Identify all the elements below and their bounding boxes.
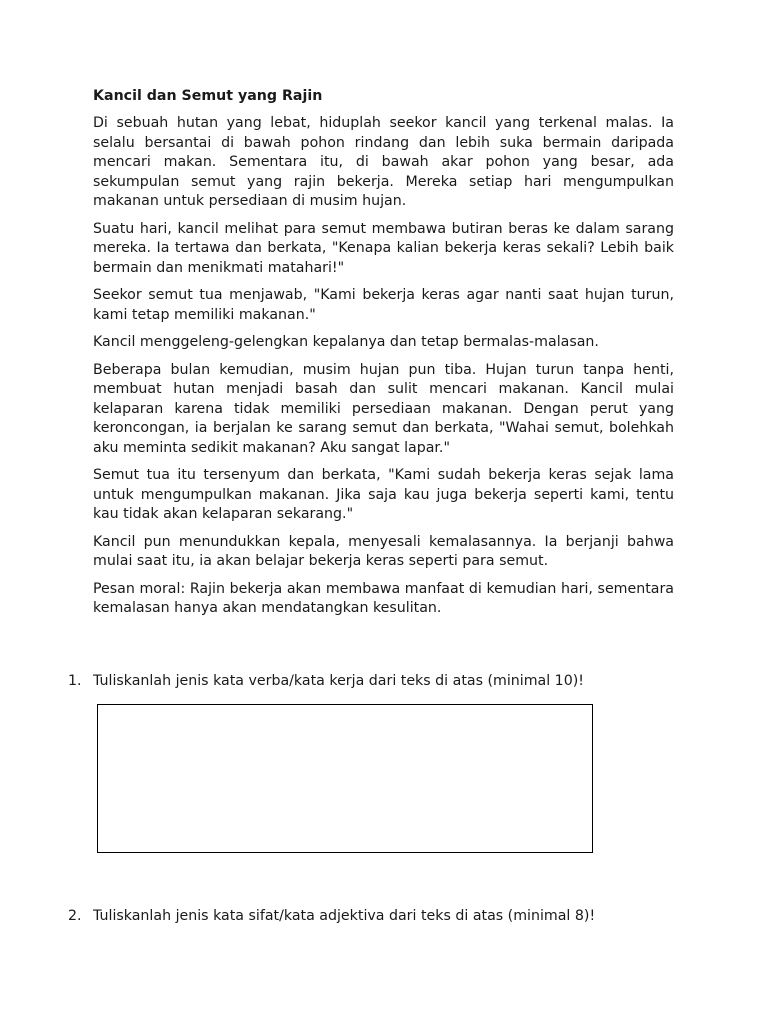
story-title: Kancil dan Semut yang Rajin [93,88,323,104]
question-number-1: 1. [68,673,82,689]
story-paragraph-2: Suatu hari, kancil melihat para semut membawa butiran beras ke dalam sarang mereka. Ia tertawa dan berkata, "Kenapa kalian bekerja keras sekali? Lebih baik bermain dan menikmati matahari!" [93,220,674,276]
story-paragraph-7: Kancil pun menundukkan kepala, menyesali kemalasannya. Ia berjanji bahwa mulai saat itu, ia akan belajar bekerja keras seperti para semut. [93,533,674,569]
story-paragraph-4: Kancil menggeleng-gelengkan kepalanya dan tetap bermalas-malasan. [93,334,599,350]
story-paragraph-3: Seekor semut tua menjawab, "Kami bekerja keras agar nanti saat hujan turun, kami tetap memiliki makanan." [93,287,674,323]
story-paragraph-8: Pesan moral: Rajin bekerja akan membawa manfaat di kemudian hari, sementara kemalasan hanya akan mendatangkan kesulitan. [93,580,674,616]
story-section [93,86,674,627]
question-number-2: 2. [68,908,82,924]
question-text-2: Tuliskanlah jenis kata sifat/kata adjektiva dari teks di atas (minimal 8)! [93,908,596,924]
story-paragraph-1: Di sebuah hutan yang lebat, hiduplah seekor kancil yang terkenal malas. Ia selalu bersantai di bawah pohon rindang dan lebih suka bermain daripada mencari makan. Sementara itu, di bawah akar pohon yang besar, ada sekumpulan semut yang rajin bekerja. Mereka setiap hari mengumpulkan makanan untuk persediaan di musim hujan. [93,115,674,209]
question-text-1: Tuliskanlah jenis kata verba/kata kerja dari teks di atas (minimal 10)! [93,673,584,689]
story-paragraph-6: Semut tua itu tersenyum dan berkata, "Kami sudah bekerja keras sejak lama untuk mengumpulkan makanan. Jika saja kau juga bekerja seperti kami, tentu kau tidak akan kelaparan sekarang." [93,467,674,522]
answer-box-1[interactable] [97,704,593,853]
story-paragraph-5: Beberapa bulan kemudian, musim hujan pun tiba. Hujan turun tanpa henti, membuat hutan menjadi basah dan sulit mencari makanan. Kancil mulai kelaparan karena tidak memiliki persediaan makanan. Dengan perut yang keroncongan, ia berjalan ke sarang semut dan berkata, "Wahai semut, bolehkah aku meminta sedikit makanan? Aku sangat lapar." [93,361,674,456]
